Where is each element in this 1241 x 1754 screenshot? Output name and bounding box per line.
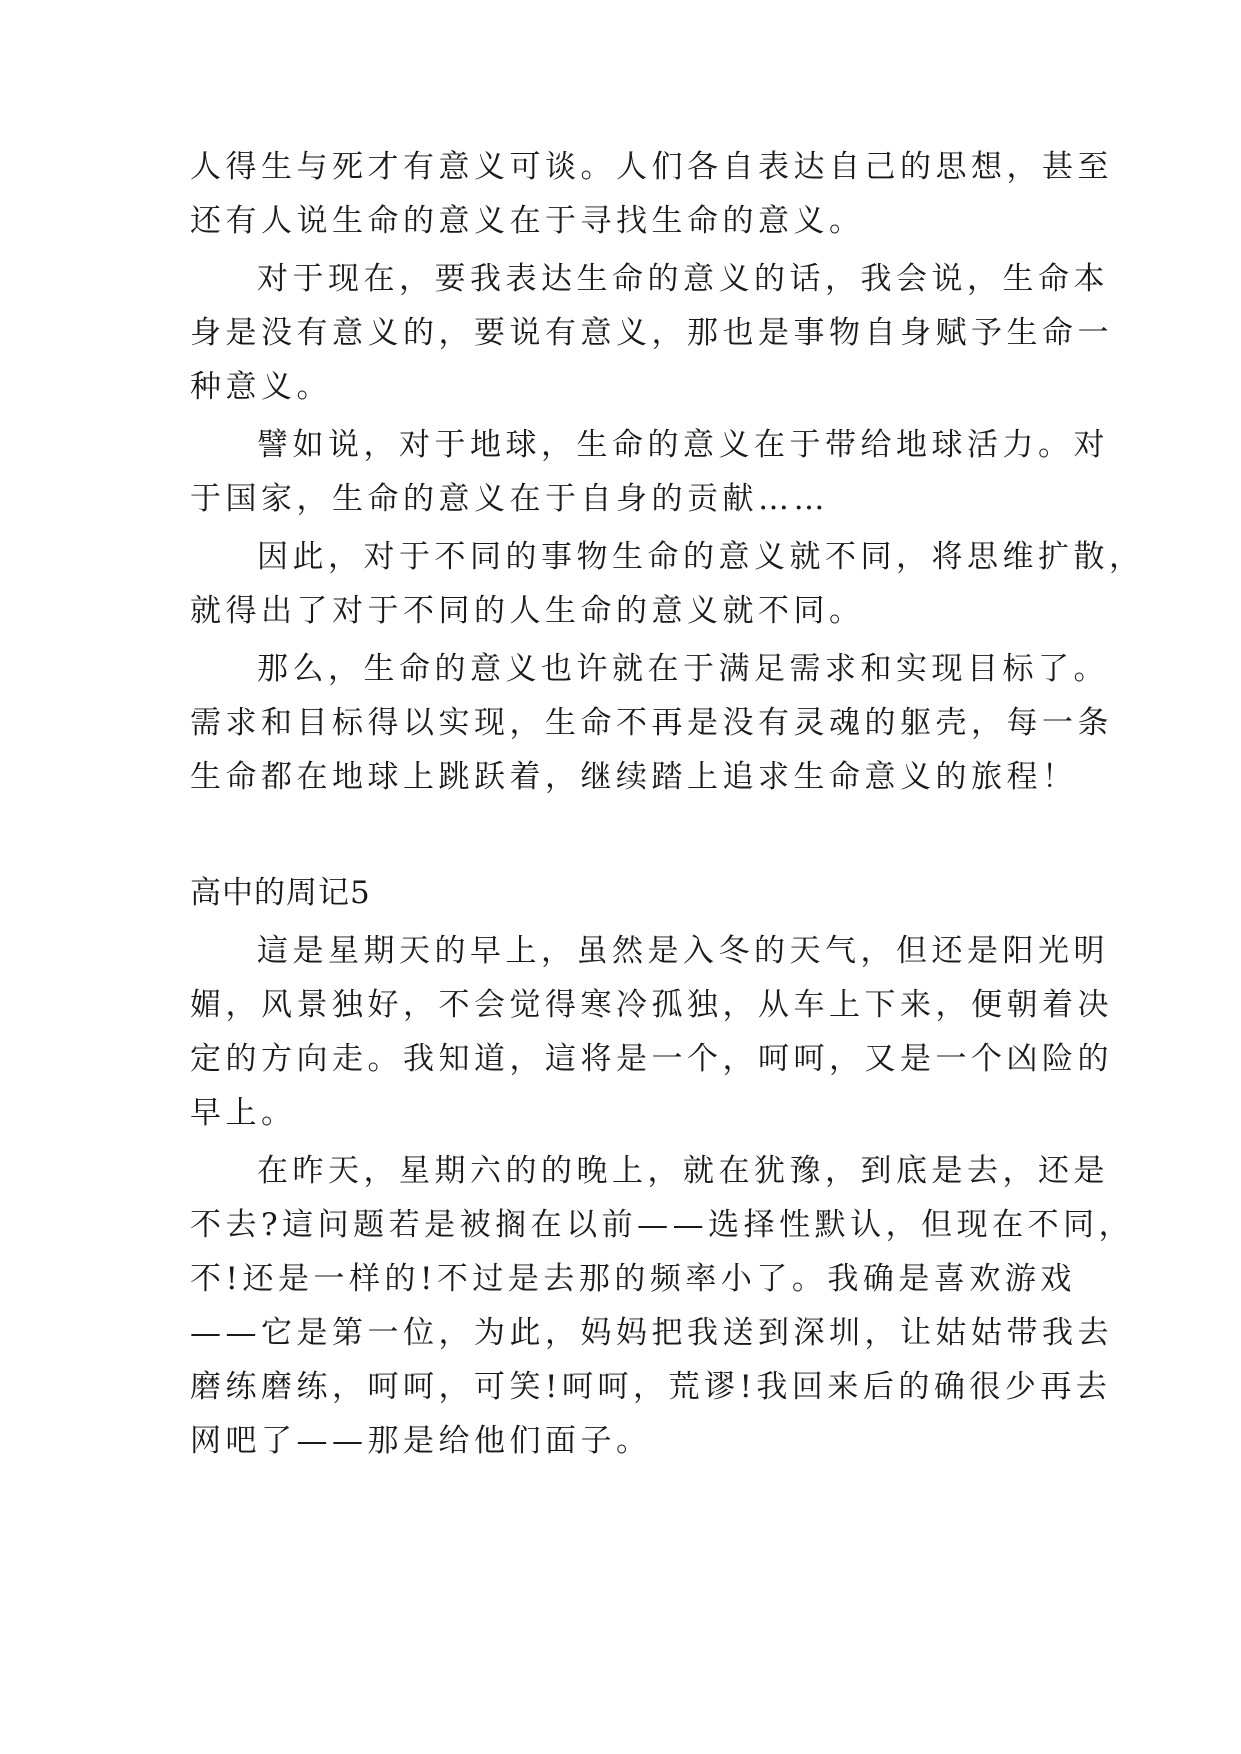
paragraph-4-line-1: 因此，对于不同的事物生命的意义就不同，将思维扩散， (257, 539, 1145, 575)
paragraph-3-line-1: 譬如说，对于地球，生命的意义在于带给地球活力。对 (257, 427, 1109, 463)
paragraph-7-line-2: 不去?這问题若是被搁在以前——选择性默认，但现在不同， (190, 1207, 1135, 1243)
paragraph-7-line-4: ——它是第一位，为此，妈妈把我送到深圳，让姑姑带我去 (190, 1315, 1113, 1351)
paragraph-3-line-2: 于国家，生命的意义在于自身的贡献…… (190, 481, 829, 517)
paragraph-1-line-1: 人得生与死才有意义可谈。人们各自表达自己的思想，甚至 (190, 149, 1113, 185)
paragraph-2-line-1: 对于现在，要我表达生命的意义的话，我会说，生命本 (257, 261, 1109, 297)
paragraph-6-line-3: 定的方向走。我知道，這将是一个，呵呵，又是一个凶险的 (190, 1041, 1113, 1077)
paragraph-7-line-6: 网吧了——那是给他们面子。 (190, 1423, 652, 1459)
paragraph-5-line-3: 生命都在地球上跳跃着，继续踏上追求生命意义的旅程！ (190, 759, 1078, 795)
paragraph-5-line-1: 那么，生命的意义也许就在于满足需求和实现目标了。 (257, 651, 1109, 687)
paragraph-7-line-1: 在昨天，星期六的的晚上，就在犹豫，到底是去，还是 (257, 1153, 1109, 1189)
paragraph-7-line-3: 不!还是一样的!不过是去那的频率小了。我确是喜欢游戏 (190, 1261, 1076, 1297)
paragraph-6-line-4: 早上。 (190, 1095, 297, 1131)
paragraph-2-line-2: 身是没有意义的，要说有意义，那也是事物自身赋予生命一 (190, 315, 1113, 351)
paragraph-7-line-5: 磨练磨练，呵呵，可笑!呵呵，荒谬!我回来后的确很少再去 (190, 1369, 1112, 1405)
paragraph-6-line-1: 這是星期天的早上，虽然是入冬的天气，但还是阳光明 (257, 933, 1109, 969)
paragraph-5-line-2: 需求和目标得以实现，生命不再是没有灵魂的躯壳，每一条 (190, 705, 1113, 741)
paragraph-6-line-2: 媚，风景独好，不会觉得寒冷孤独，从车上下来，便朝着决 (190, 987, 1113, 1023)
paragraph-2-line-3: 种意义。 (190, 369, 332, 405)
section-heading: 高中的周记5 (190, 875, 371, 911)
paragraph-4-line-2: 就得出了对于不同的人生命的意义就不同。 (190, 593, 865, 629)
paragraph-1-line-2: 还有人说生命的意义在于寻找生命的意义。 (190, 203, 865, 239)
